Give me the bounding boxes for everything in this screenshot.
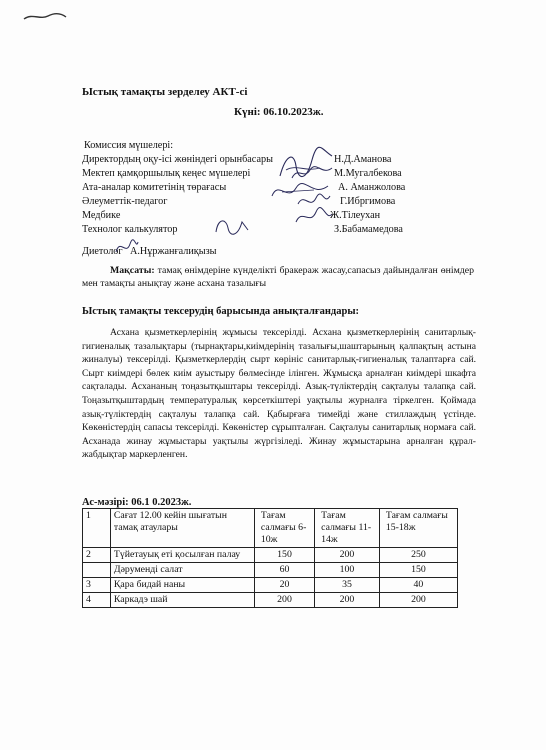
goal-paragraph	[82, 264, 474, 290]
row-dish: Дәрумендi салат	[110, 563, 254, 578]
row-dish: Түйетауық еті қосылған палау	[110, 548, 254, 563]
signature-7	[114, 236, 140, 258]
member-role-2: Мектеп қамқоршылық кеңес мүшелері	[82, 168, 251, 179]
member-role-4: Әлеуметтік-педагог	[82, 196, 168, 207]
row-num: 4	[83, 593, 111, 608]
goal-text: тамақ өнімдеріне күнделікті бракераж жасау,сапасыз дайындалған өнімдер мен тамақты анықтау және асхана тазалығы	[82, 265, 474, 289]
menu-table	[82, 508, 458, 608]
table-row	[83, 548, 458, 563]
member-name-4: Г.Ибргимова	[340, 196, 396, 207]
row-weight-c: 40	[379, 578, 457, 593]
row-weight-a: 200	[254, 593, 314, 608]
dietitian-name: А.Нұржанғалиқызы	[130, 246, 217, 257]
row-num: 2	[83, 548, 111, 563]
dietitian-role: Диетолог	[82, 246, 123, 257]
table-row	[83, 578, 458, 593]
member-role-5: Медбике	[82, 210, 121, 221]
document-date: Күні: 06.10.2023ж.	[234, 106, 324, 118]
inspection-paragraph	[82, 326, 476, 462]
table-header-row	[83, 509, 458, 548]
member-role-6: Технолог калькулятор	[82, 224, 178, 235]
member-role-1: Директордың оқу-ісі жөніндегі орынбасары	[82, 154, 273, 165]
row-weight-b: 100	[315, 563, 380, 578]
row-weight-a: 20	[254, 578, 314, 593]
header-num: 1	[83, 509, 111, 548]
header-weight-6-10: Тағам салмағы 6-10ж	[254, 509, 314, 548]
pen-scribble-mark	[22, 10, 68, 24]
row-weight-c: 150	[379, 563, 457, 578]
document-title: Ыстық тамақты зерделеу АКТ-сі	[82, 86, 248, 98]
member-name-3: А. Аманжолова	[338, 182, 406, 193]
row-weight-c: 250	[379, 548, 457, 563]
menu-heading: Ас-мәзірі: 06.1 0.2023ж.	[82, 497, 192, 508]
signature-5	[294, 204, 334, 230]
row-weight-c: 200	[379, 593, 457, 608]
row-dish: Каркадэ шай	[110, 593, 254, 608]
row-weight-a: 150	[254, 548, 314, 563]
commission-label: Комиссия мүшелері:	[84, 140, 174, 151]
goal-label: Мақсаты:	[110, 265, 155, 276]
header-weight-11-14: Тағам салмағы 11-14ж	[315, 509, 380, 548]
inspection-heading: Ыстық тамақты тексерудің барысында анықталғандары:	[82, 306, 360, 317]
inspection-text: Асхана қызметкерлерінің жұмысы тексерілді. Асхана қызметкерлерінің санитарлық-гигиеналық тазалықтары (тырнақтары,киімдерінің тазалығы,шаштарының қалпақтың астына жиналуы) тексерілді. Қызметкерлердің сырт көрініс санитарлық-гигиеналық талаптарға сай. Сырт киімдері бөлек киім ауыстыру бөлмесінде ілінген. Жұмысқа арналған киімдері шкафта сақталады. Асхананың тоңазытқыштары тексерілді. Азық-түліктердің сақталуы талапқа сай. Тоңазытқыштардың температуралық көрсеткіштері уақтылы журналға тіркелген. Қоймада азық-түліктердің сақталуы талапқа сай. Қабырғаға тимейді және стиллаждың үстінде. Көкөністердің сапасы тексерілді. Көкөністер сұрыпталған. Сақталуы санитарлық нормаға сай. Асханада жинау жұмыстары уақтылы жүргізіледі. Жинау жұмыстарына арналған құрал-жабдықтар маркерленген.	[82, 327, 476, 461]
row-weight-b: 35	[315, 578, 380, 593]
header-dish-name: Сағат 12.00 кейін шығатын тамақ атаулары	[110, 509, 254, 548]
member-name-5: Ж.Тілеухан	[330, 210, 381, 221]
table-row	[83, 593, 458, 608]
member-name-2: М.Мугалбекова	[334, 168, 402, 179]
row-weight-b: 200	[315, 548, 380, 563]
member-name-1: Н.Д.Аманова	[334, 154, 392, 165]
header-weight-15-18: Тағам салмағы 15-18ж	[379, 509, 457, 548]
member-role-3: Ата-аналар комитетінің төрағасы	[82, 182, 227, 193]
member-name-6: З.Бабамамедова	[334, 224, 403, 235]
row-num: 3	[83, 578, 111, 593]
signature-6	[212, 214, 252, 238]
row-num	[83, 563, 111, 578]
row-dish: Қара бидай наны	[110, 578, 254, 593]
row-weight-b: 200	[315, 593, 380, 608]
table-row	[83, 563, 458, 578]
row-weight-a: 60	[254, 563, 314, 578]
